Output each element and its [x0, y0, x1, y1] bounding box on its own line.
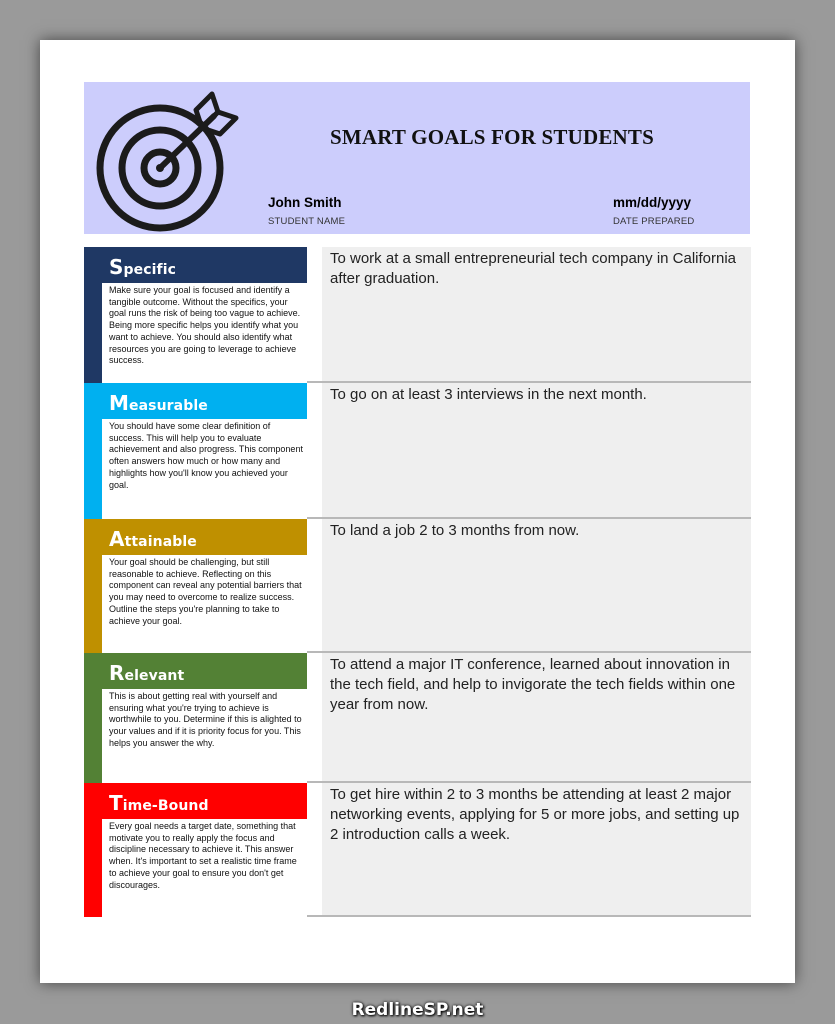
goal-answer-text: To get hire within 2 to 3 months be attending at least 2 major networking events, applying for 5 or more jobs, and setting up 2 introduction calls a week.	[330, 786, 740, 843]
criterion-description: You should have some clear definition of success. This will help you to evaluate achievement and also progress. This component often answers how much or how many and highlights how you'll know you achieved your goal.	[109, 421, 303, 490]
target-icon	[94, 88, 244, 232]
goal-row-time-bound	[84, 783, 751, 917]
goal-answer-text: To work at a small entrepreneurial tech company in California after graduation.	[330, 250, 737, 287]
criterion-label-bar	[84, 383, 307, 419]
date-prepared-label: DATE PREPARED	[613, 216, 695, 227]
goal-criterion-panel	[84, 383, 307, 519]
criterion-description: Your goal should be challenging, but still reasonable to achieve. Reflecting on this component can reveal any potential barriers that you may need to overcome to realize success. Outline the steps you're planning to take to achieve your goal.	[109, 557, 302, 626]
document-page	[40, 40, 795, 983]
goal-row-relevant	[84, 653, 751, 783]
goal-criterion-panel	[84, 247, 307, 383]
watermark: RedlineSP.net	[351, 1000, 484, 1020]
goal-row-specific	[84, 247, 751, 383]
goal-answer-field[interactable]	[322, 783, 751, 917]
criterion-description: Every goal needs a target date, something that motivate you to really apply the focus and discipline necessary to achieve it. This answer when. It's important to set a realistic time frame to achieve your goal to ensure you don't get discourages.	[109, 821, 297, 890]
criterion-heading: Specific	[109, 255, 177, 279]
goal-answer-text: To attend a major IT conference, learned about innovation in the tech field, and help to invigorate the tech fields within one year from now.	[330, 656, 736, 713]
criterion-description: Make sure your goal is focused and identify a tangible outcome. Without the specifics, your goal runs the risk of being too vague to achieve. Being more specific helps you identify what you want to achieve. You should also identify what resources you are going to leverage to achieve success.	[109, 285, 301, 366]
criterion-heading: Relevant	[109, 661, 185, 685]
criterion-heading: Attainable	[109, 527, 197, 551]
goal-answer-text: To land a job 2 to 3 months from now.	[330, 522, 580, 539]
criterion-label-bar	[84, 653, 307, 689]
goal-row-attainable	[84, 519, 751, 653]
goal-answer-field[interactable]	[322, 519, 751, 653]
goal-answer-field[interactable]	[322, 383, 751, 519]
student-name-value: John Smith	[268, 195, 342, 210]
row-divider	[307, 915, 751, 917]
goal-answer-text: To go on at least 3 interviews in the next month.	[330, 386, 647, 403]
criterion-heading: Measurable	[109, 391, 208, 415]
goal-row-measurable	[84, 383, 751, 519]
criterion-label-bar	[84, 783, 307, 819]
goal-answer-field[interactable]	[322, 653, 751, 783]
criterion-label-bar	[84, 519, 307, 555]
goal-criterion-panel	[84, 653, 307, 783]
criterion-heading: Time-Bound	[109, 791, 209, 815]
header-banner	[84, 82, 750, 234]
goal-answer-field[interactable]	[322, 247, 751, 383]
date-prepared-value: mm/dd/yyyy	[613, 195, 692, 210]
criterion-description: This is about getting real with yourself and ensuring what you're trying to achieve is worthwhile to you. Determine if this is alighted to your values and if it is priority focus for you. This helps you answer the why.	[109, 691, 302, 748]
page-title: SMART GOALS FOR STUDENTS	[330, 125, 654, 149]
goal-criterion-panel	[84, 783, 307, 917]
criterion-label-bar	[84, 247, 307, 283]
student-name-label: STUDENT NAME	[268, 216, 346, 227]
goal-criterion-panel	[84, 519, 307, 653]
